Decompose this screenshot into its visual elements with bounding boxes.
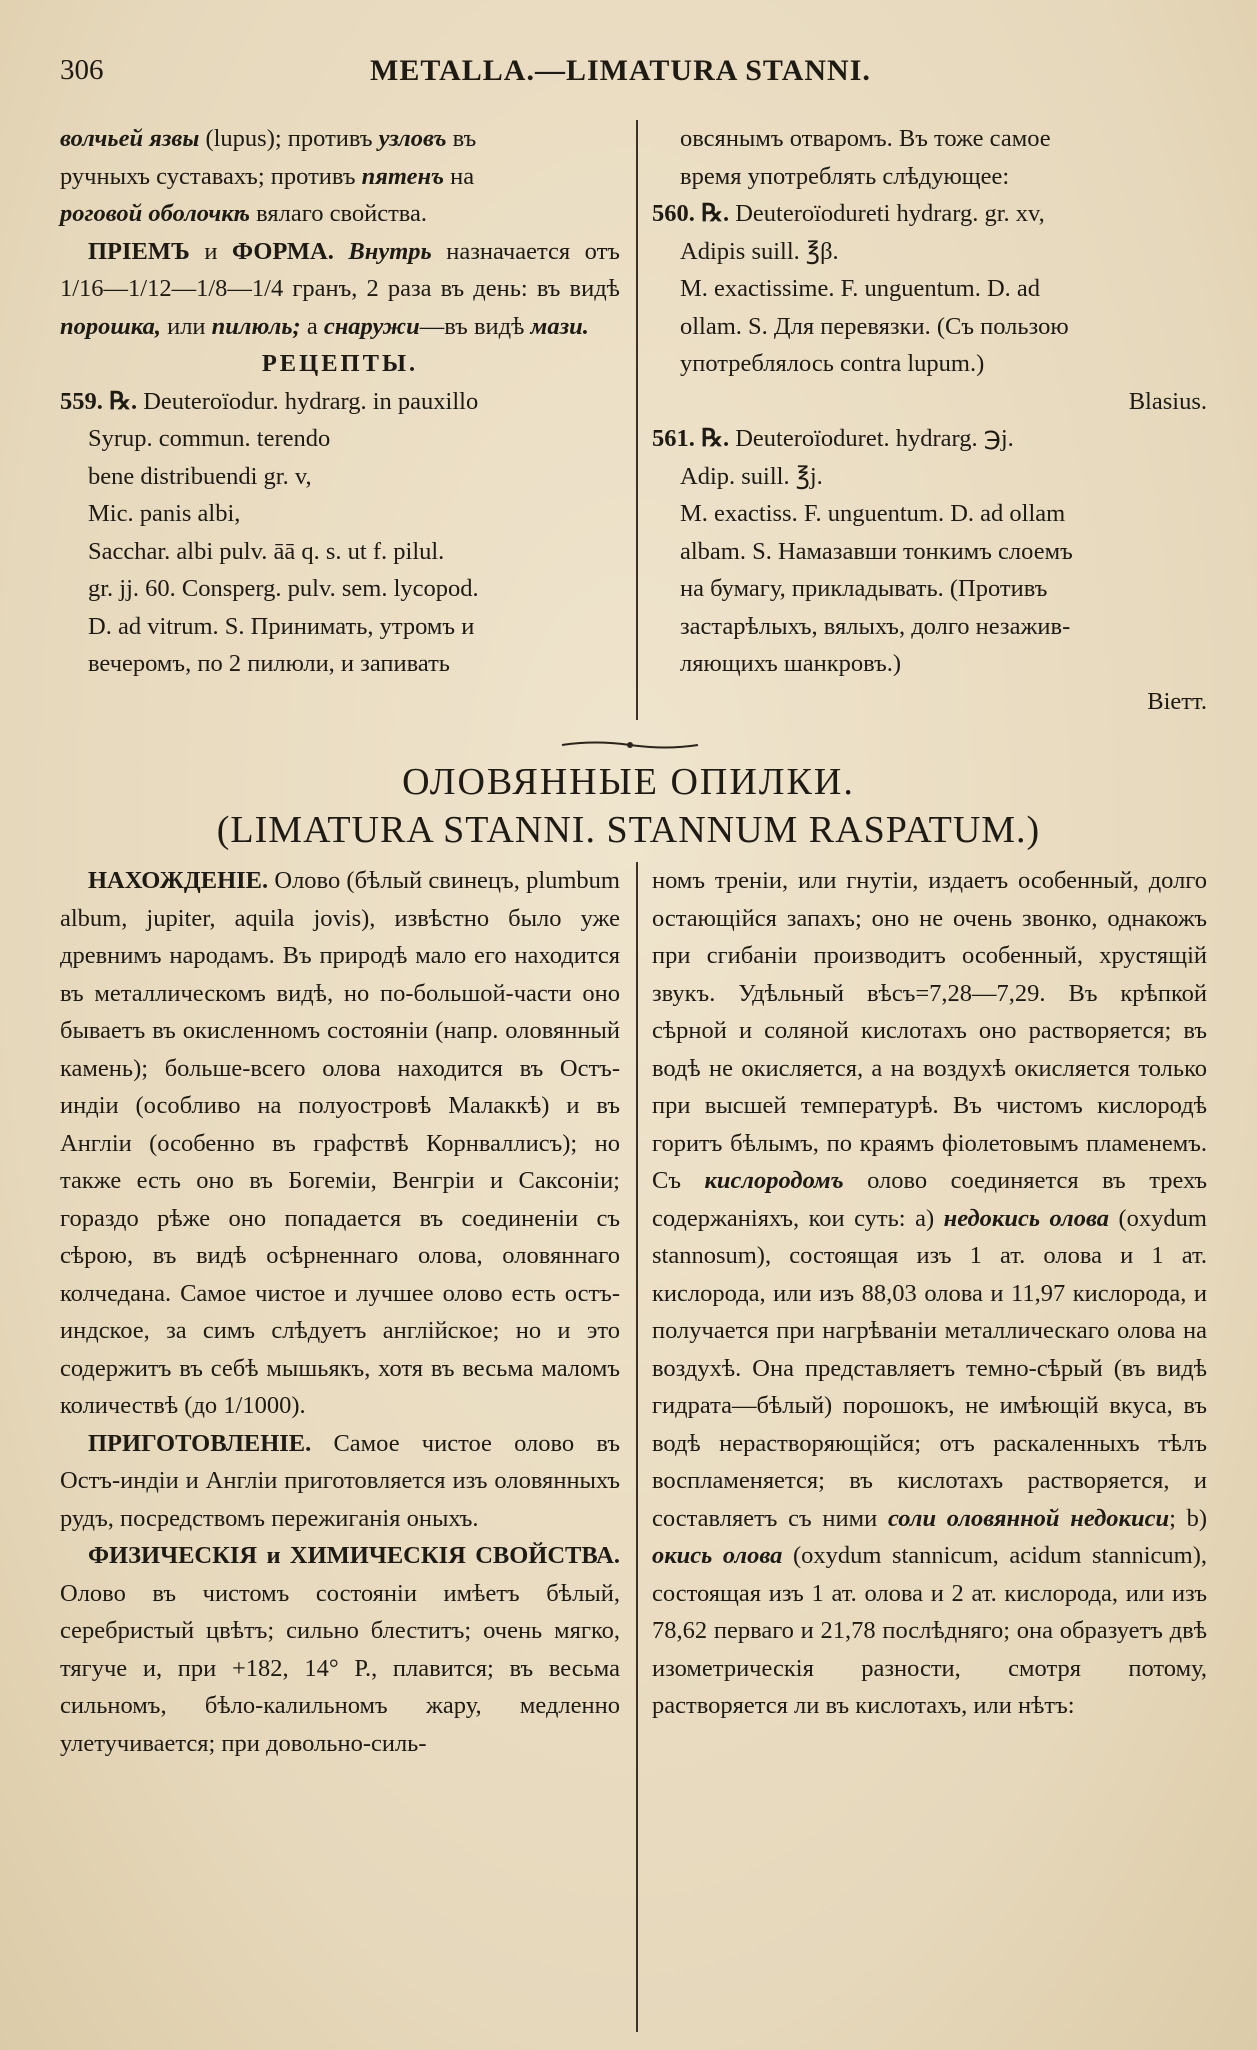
recipe-line: M. exactiss. F. unguentum. D. ad ollam [680,500,1066,527]
article-title: ОЛОВЯННЫЕ ОПИЛКИ. [402,761,855,803]
recipe-line: Adip. suill. ℥j. [680,462,823,490]
recipes-heading: РЕЦЕПТЫ. [261,350,419,377]
text-line: время употреблять слѣдующее: [680,162,1010,190]
text-line: овсянымъ отваромъ. Въ тоже самое [680,125,1051,152]
recipe-560 [652,195,1207,420]
recipe-line: gr. jj. 60. Consperg. pulv. sem. lycopod. [88,575,479,602]
dosage-paragraph: ПРІЕМЪ и ФОРМА. Внутрь назначается отъ 1/16—1/12—1/8—1/4 гранъ, 2 раза въ день: въ видѣ порошка, или пилюль; а снаружи—въ видѣ мази. [60,237,620,340]
column-rule-bottom [636,862,638,2032]
recipe-line: 561. ℞. Deuteroïoduret. hydrarg. ℈j. [652,425,1014,452]
occurrence-paragraph: НАХОЖДЕНІЕ. Олово (бѣлый свинецъ, plumbum album, jupiter, aquila jovis), извѣстно было уже древнимъ народамъ. Въ природѣ мало его находится въ металлическомъ видѣ, но по-большой-части оно бываетъ въ окисленномъ состояніи (напр. оловянный камень); больше-всего олова находится въ Остъ-индіи (особливо на полуостровѣ Малаккѣ) и въ Англіи (особенно въ графствѣ Корнваллисъ); но также есть оно въ Богеміи, Венгріи и Саксоніи; гораздо рѣже оно попадается въ соединеніи съ сѣрою, въ видѣ осѣрненнаго олова, оловяннаго колчедана. Самое чистое и лучшее олово есть остъ-индское, за симъ слѣдуетъ англійское; но и это содержитъ въ себѣ мышьякъ, хотя въ весьма маломъ количествѣ (до 1/1000). [60,867,620,1419]
recipe-line: Syrup. commun. terendo [88,425,331,452]
ornament-divider [560,738,700,752]
page-header [50,48,1210,98]
recipe-author: Віетт. [1147,687,1207,715]
top-right-column [652,120,1207,720]
recipe-561 [652,420,1207,720]
recipe-line: ляющихъ шанкровъ.) [680,650,902,677]
properties-continued: номъ треніи, или гнутіи, издаетъ особенный, долго остающійся запахъ; оно не очень звонко, однакожъ при сгибаніи производитъ особенный, хрустящій звукъ. Удѣльный вѣсъ=7,28—7,29. Въ крѣпкой сѣрной и соляной кислотахъ оно растворяется; въ водѣ не окисляется, а на воздухѣ окисляется только при высшей температурѣ. Въ чистомъ кислородѣ горитъ бѣлымъ, по краямъ фіолетовымъ пламенемъ. Съ кислородомъ олово соединяется въ трехъ содержаніяхъ, кои суть: а) недокись олова (oxydum stannosum), состоящая изъ 1 ат. олова и 1 ат. кислорода, или изъ 88,03 олова и 11,97 кислорода, и получается при нагрѣваніи металлическаго олова на воздухѣ. Она представляетъ темно-сѣрый (въ видѣ гидрата—бѣлый) порошокъ, не имѣющій вкуса, въ водѣ нерастворяющійся; отъ раскаленныхъ тѣлъ воспламеняется; въ кислотахъ растворяется, и составляетъ съ ними соли оловянной недокиси; b) окись олова (oxydum stannicum, acidum stannicum), состоящая изъ 1 ат. олова и 2 ат. кислорода, или изъ 78,62 перваго и 21,78 послѣдняго; она образуетъ двѣ изометрическія разности, смотря потому, растворяется ли въ кислотахъ, или нѣтъ: [652,867,1208,1719]
recipe-line: употреблялось contra lupum.) [680,350,985,377]
top-left-column [60,120,620,683]
properties-paragraph: ФИЗИЧЕСКІЯ и ХИМИЧЕСКІЯ СВОЙСТВА. Олово въ чистомъ состояніи имѣетъ бѣлый, серебристый цвѣтъ; сильно блеститъ; очень мягко, тягуче и, при +182, 14° Р., плавится; въ весьма сильномъ, бѣло-калильномъ жару, медленно улетучивается; при довольно-силь- [60,1542,620,1757]
recipe-line: 560. ℞. Deuteroïodureti hydrarg. gr. xv, [652,200,1045,227]
recipe-line: застарѣлыхъ, вялыхъ, долго незажив- [680,612,1071,640]
text-line: ручныхъ суставахъ; противъ пятенъ на [60,162,475,190]
recipe-line: Sacchar. albi pulv. āā q. s. ut f. pilul. [88,537,445,565]
recipe-line: Adipis suill. ℥β. [680,237,839,265]
bottom-left-column [60,862,620,1762]
article-subtitle: (LIMATURA STANNI. STANNUM RASPATUM.) [216,809,1041,851]
recipe-559 [60,383,620,683]
bottom-right-column [652,862,1207,1725]
recipe-line: Mic. panis albi, [88,500,241,527]
recipe-line: bene distribuendi gr. v, [88,462,312,490]
column-rule-top [636,120,638,720]
running-head: METALLA.—LIMATURA STANNI. [370,54,871,87]
recipe-line: 559. ℞. Deuteroïodur. hydrarg. in pauxillo [60,387,479,415]
recipe-line: D. ad vitrum. S. Принимать, утромъ и [88,612,475,640]
text-line: роговой оболочкѣ вялаго свойства. [60,200,428,227]
text-line: волчьей язвы (lupus); противъ узловъ въ [60,125,477,152]
recipe-line: albam. S. Намазавши тонкимъ слоемъ [680,537,1073,565]
recipe-line: ollam. S. Для перевязки. (Съ пользою [680,312,1069,340]
preparation-paragraph: ПРИГОТОВЛЕНІЕ. Самое чистое олово въ Остъ-индіи и Англіи приготовляется изъ оловянныхъ рудъ, посредствомъ пережиганія оныхъ. [60,1429,620,1532]
page-number: 306 [60,54,104,86]
recipe-author: Blasius. [1128,387,1207,415]
recipe-line: вечеромъ, по 2 пилюли, и запивать [88,650,450,677]
recipe-line: M. exactissime. F. unguentum. D. ad [680,275,1041,302]
recipe-line: на бумагу, прикладывать. (Противъ [680,575,1048,602]
